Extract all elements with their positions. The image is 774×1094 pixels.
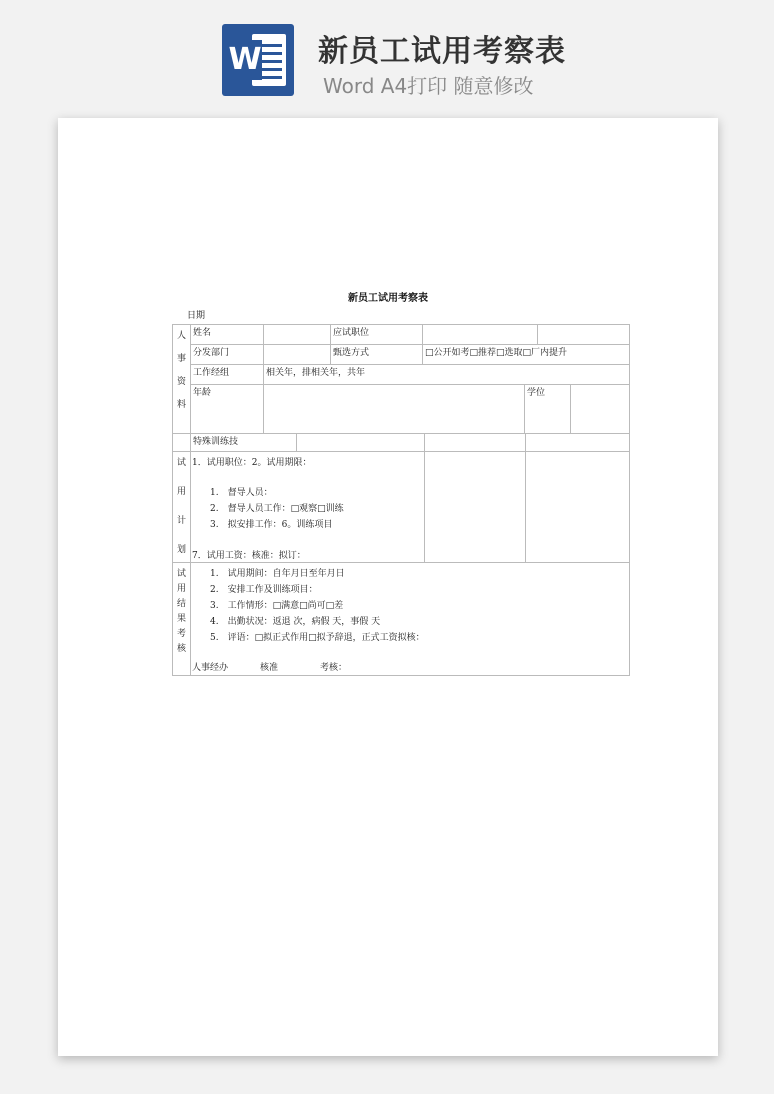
header-title: 新员工试用考察表 (318, 34, 566, 69)
special-skill-field-2[interactable] (424, 433, 526, 452)
text-line-icon (260, 60, 282, 63)
name-field[interactable] (263, 324, 331, 345)
position-label: 应试职位 (330, 324, 423, 345)
position-field[interactable] (422, 324, 538, 345)
result-item: 1. 试用期间：自年月日至年月日 (210, 569, 345, 579)
result-item: 3. 工作情形：□满意□尚可□差 (210, 601, 344, 611)
plan-item: 3. 拟安排工作：6。训练项目 (210, 520, 333, 530)
plan-item: 1．试用职位：2。试用期限： (192, 458, 312, 468)
text-line-icon (260, 76, 282, 79)
section-plan-label: 试 用 计 划 (172, 451, 191, 563)
selection-options[interactable]: □公开如考□推荐□选取□厂内提升 (422, 344, 630, 365)
selection-label: 甄选方式 (330, 344, 423, 365)
blank-cell (172, 433, 191, 452)
text-line-icon (260, 68, 282, 71)
document-page (58, 118, 718, 1056)
date-label: 日期 (187, 311, 206, 321)
result-item: 5. 评语：□拟正式作用□拟予辞退，正式工资拟核： (210, 633, 425, 643)
plan-field-3[interactable] (525, 451, 630, 563)
degree-label: 学位 (524, 384, 571, 434)
result-item: 4. 出勤状况：返退 次，病假 天，事假 天 (210, 617, 381, 627)
signature-hr: 人事经办 (192, 663, 229, 673)
special-skill-label: 特殊训练技 (190, 433, 297, 452)
word-app-icon (222, 24, 294, 96)
work-exp-value[interactable]: 相关年，排相关年，共年 (263, 364, 630, 385)
text-line-icon (260, 52, 282, 55)
age-label: 年龄 (190, 384, 264, 434)
section-result-label: 试 用 结 果 考 核 (172, 562, 191, 676)
age-field[interactable] (263, 384, 525, 434)
document-title: 新员工试用考察表 (348, 293, 428, 304)
plan-item: 2. 督导人员工作：□观察□训练 (210, 504, 344, 514)
word-letter: W (228, 40, 262, 80)
plan-field-2[interactable] (424, 451, 526, 563)
result-item: 2. 安排工作及训练项目： (210, 585, 318, 595)
section-personal-label: 人 事 资 料 (172, 324, 191, 434)
text-line-icon (260, 44, 282, 47)
position-field-extra[interactable] (537, 324, 630, 345)
name-label: 姓名 (190, 324, 264, 345)
plan-item: 7．试用工资：核准：拟订： (192, 551, 306, 561)
header-subtitle: Word A4打印 随意修改 (323, 74, 534, 98)
signature-approve: 核准 (260, 663, 279, 673)
special-skill-field[interactable] (296, 433, 425, 452)
dept-label: 分发部门 (190, 344, 264, 365)
special-skill-field-3[interactable] (525, 433, 630, 452)
dept-field[interactable] (263, 344, 331, 365)
evaluation-form (172, 324, 630, 676)
plan-item: 1. 督导人员： (210, 488, 273, 498)
signature-assess: 考核： (320, 663, 348, 673)
work-exp-label: 工作经组 (190, 364, 264, 385)
degree-field[interactable] (570, 384, 630, 434)
